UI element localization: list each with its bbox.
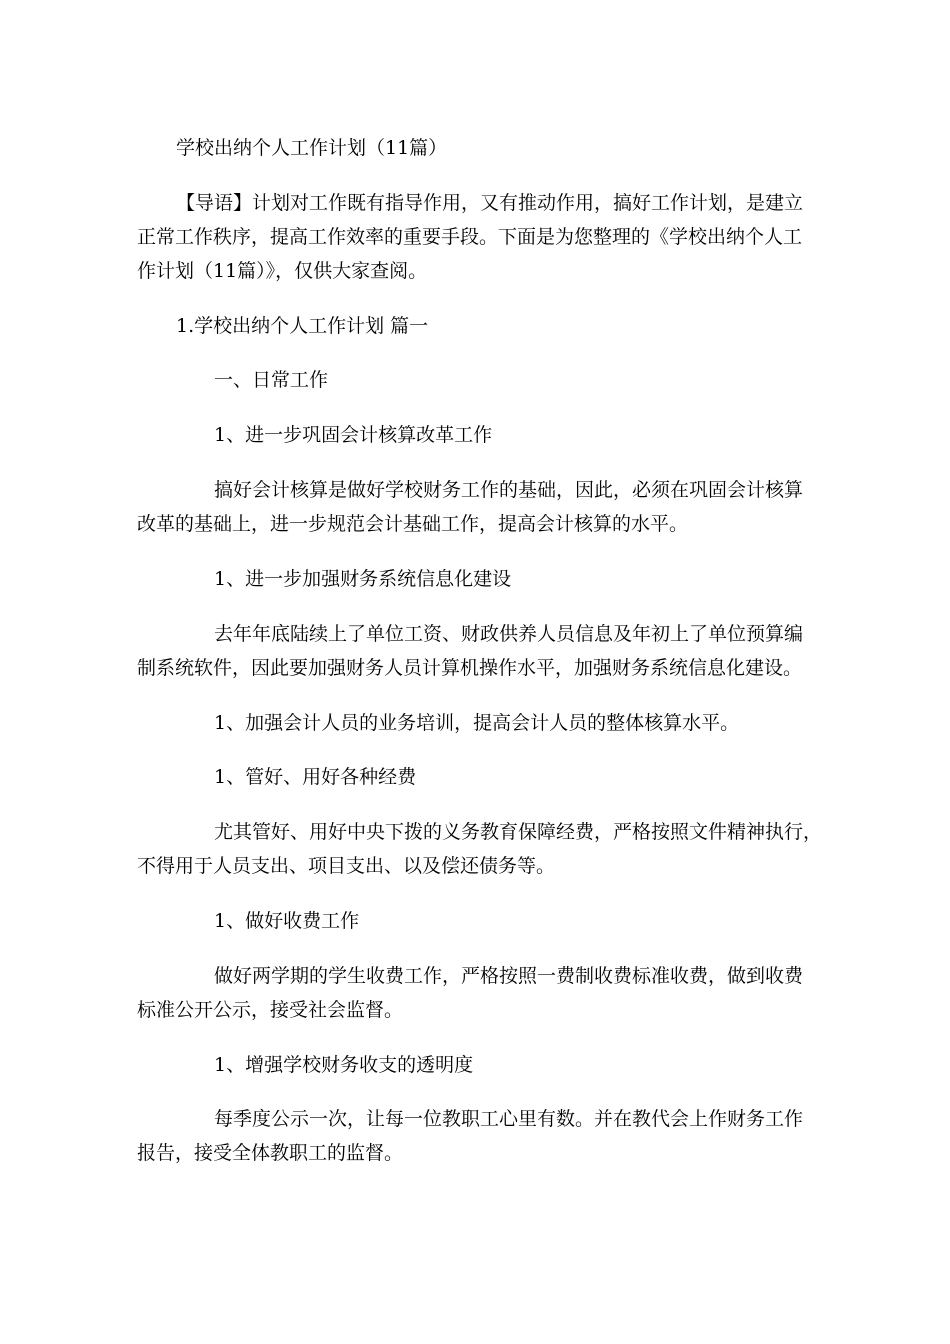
item-body-line: 不得用于人员支出、项目支出、以及偿还债务等。 (137, 855, 556, 877)
intro-line-3: 作计划（11篇）》，仅供大家查阅。 (137, 260, 428, 282)
item-body-line: 尤其管好、用好中央下拨的义务教育保障经费，严格按照文件精神执行， (214, 821, 823, 843)
item-body-line: 标准公开公示，接受社会监督。 (137, 999, 404, 1021)
item-heading: 1、进一步加强财务系统信息化建设 (214, 568, 512, 590)
intro-line-2: 正常工作秩序，提高工作效率的重要手段。下面是为您整理的《学校出纳个人工 (137, 226, 803, 248)
item-body-line: 改革的基础上，进一步规范会计基础工作，提高会计核算的水平。 (137, 513, 689, 535)
intro-line-1: 【导语】计划对工作既有指导作用，又有推动作用，搞好工作计划，是建立 (176, 192, 804, 214)
part-heading: 一、日常工作 (214, 369, 329, 391)
item-heading: 1、做好收费工作 (214, 910, 360, 932)
item-body-line: 制系统软件，因此要加强财务人员计算机操作水平，加强财务系统信息化建设。 (137, 657, 803, 679)
item-heading: 1、进一步巩固会计核算改革工作 (214, 424, 493, 446)
section-heading: 1.学校出纳个人工作计划 篇一 (176, 315, 429, 337)
document-title: 学校出纳个人工作计划（11篇） (176, 137, 448, 159)
item-body-line: 做好两学期的学生收费工作，严格按照一费制收费标准收费，做到收费 (214, 965, 804, 987)
item-body-line: 去年年底陆续上了单位工资、财政供养人员信息及年初上了单位预算编 (214, 623, 804, 645)
item-body-line: 报告，接受全体教职工的监督。 (137, 1142, 404, 1164)
item-heading: 1、管好、用好各种经费 (214, 766, 417, 788)
item-heading: 1、加强会计人员的业务培训，提高会计人员的整体核算水平。 (214, 712, 740, 734)
item-body-line: 每季度公示一次，让每一位教职工心里有数。并在教代会上作财务工作 (214, 1108, 804, 1130)
item-body-line: 搞好会计核算是做好学校财务工作的基础，因此，必须在巩固会计核算 (214, 479, 804, 501)
item-heading: 1、增强学校财务收支的透明度 (214, 1054, 474, 1076)
